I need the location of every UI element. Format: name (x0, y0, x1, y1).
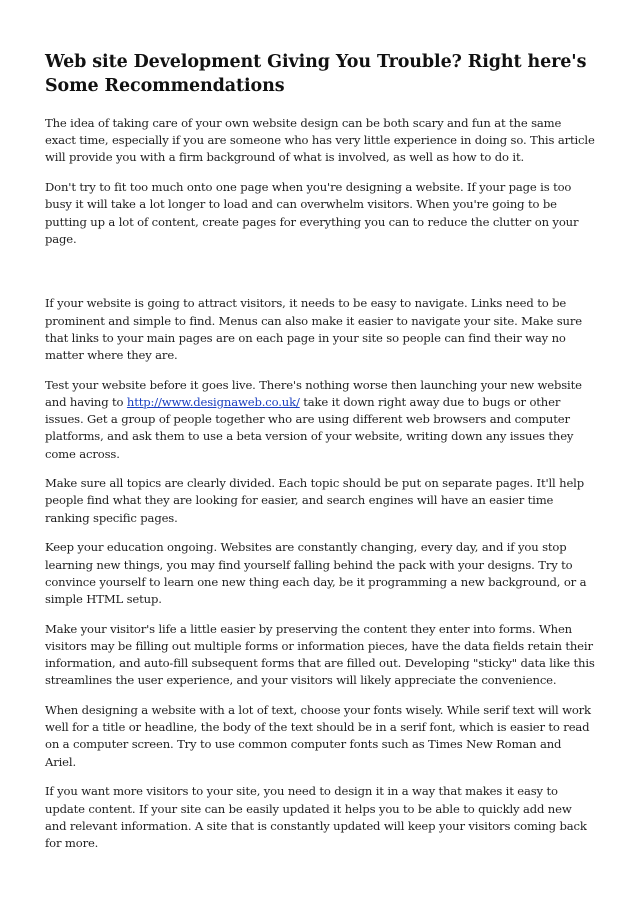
paragraph-updates: If you want more visitors to your site, you need to design it in a way that makes it easy to update content. If your site can be easily updated it helps you to be able to quickly add new and relevant information. A site that is constantly updated will keep your visitors coming back for more. (45, 784, 587, 850)
paragraph-testing (45, 377, 595, 463)
paragraph-navigation: If your website is going to attract visitors, it needs to be easy to navigate. Links need to be prominent and simple to find. Menus can also make it easier to navigate your site. Make sure that links to your main pages are on each page in your site so people can find their way no matter where they are. (45, 296, 582, 363)
paragraph-intro: The idea of taking care of your own website design can be both scary and fun at the same exact time, especially if you are someone who has very little experience in doing so. This article will provide you with a firm background of what is involved, as well as how to do it. (45, 116, 595, 165)
designaweb-link[interactable]: http://www.designaweb.co.uk/ (126, 394, 300, 409)
paragraph-fonts: When designing a website with a lot of text, choose your fonts wisely. While serif text will work well for a title or headline, the body of the text should be in a serif font, which is easier to read on a computer screen. Try to use common computer fonts such as Times New Roman and Ariel. (45, 702, 591, 769)
document-page (45, 50, 595, 865)
document-title: Web site Development Giving You Trouble? Right here's Some Recommendations (45, 52, 587, 96)
paragraph-testing-after: take it down right away due to bugs or other issues. Get a group of people together who are using different web browsers and computer platforms, and ask them to use a beta version of your website, writing down any issues they come across. (45, 394, 574, 461)
paragraph-one-page: Don't try to fit too much onto one page when you're designing a website. If your page is too busy it will take a lot longer to load and can overwhelm visitors. When you're going to be putting up a lot of content, create pages for everything you can to reduce the clutter on your page. (45, 180, 579, 246)
blank-gap (45, 260, 595, 295)
paragraph-forms: Make your visitor's life a little easier by preserving the content they enter into forms. When visitors may be filling out multiple forms or information pieces, have the data fields retain their information, and auto-fill subsequent forms that are filled out. Developing "sticky" data like this streamlines the user experience, and your visitors will likely appreciate the convenience. (45, 621, 595, 688)
paragraph-testing-before: Test your website before it goes live. There's nothing worse then launching your new website and having to (45, 377, 582, 409)
paragraph-education: Keep your education ongoing. Websites are constantly changing, every day, and if you stop learning new things, you may find yourself falling behind the pack with your designs. Try to convince yourself to learn one new thing each day, be it programming a new background, or a simple HTML setup. (45, 540, 587, 606)
paragraph-topics: Make sure all topics are clearly divided. Each topic should be put on separate pages. It'll help people find what they are looking for easier, and search engines will have an easier time ranking specific pages. (45, 476, 584, 525)
